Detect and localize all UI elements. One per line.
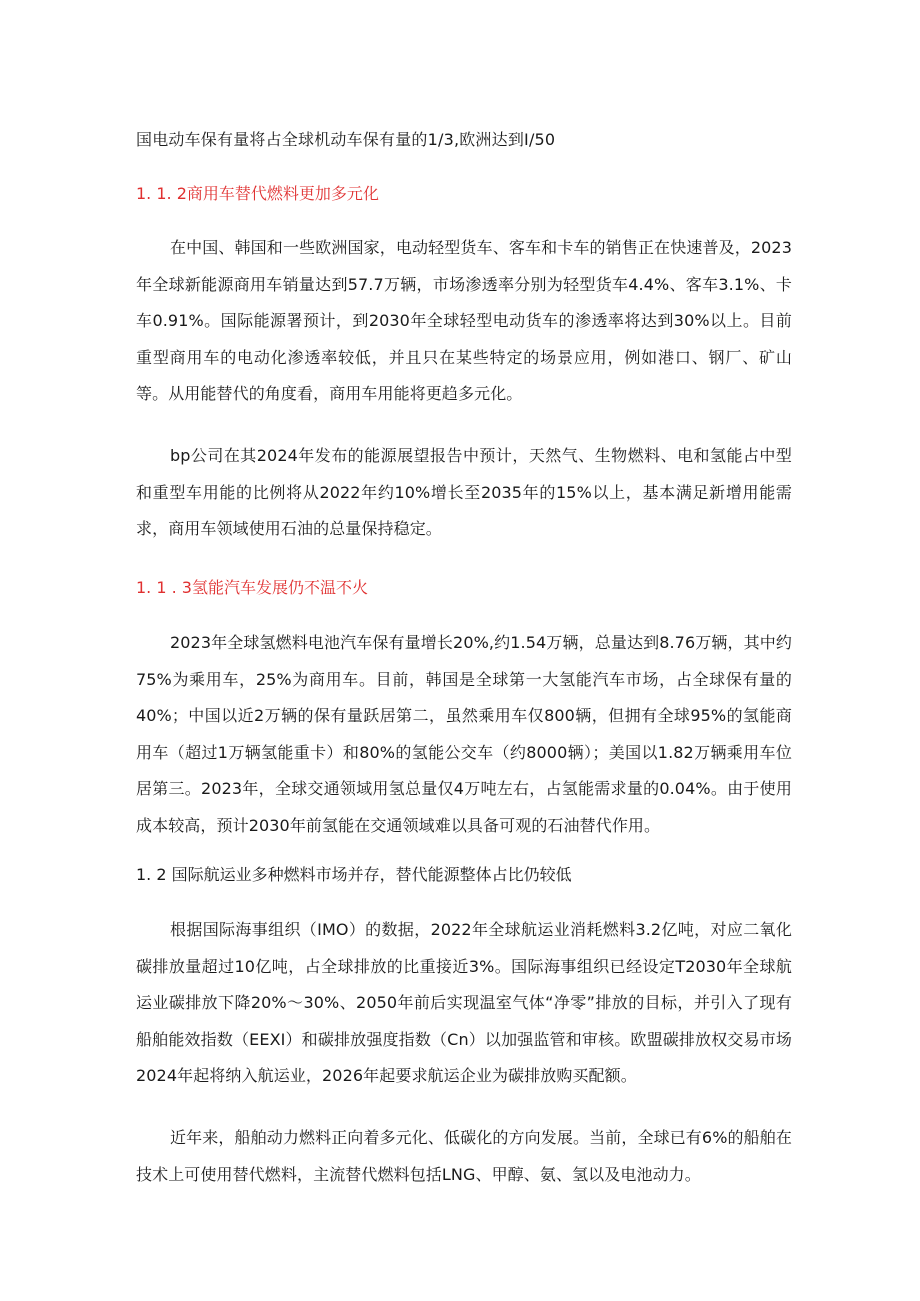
paragraph-hydrogen-vehicles: 2023年全球氢燃料电池汽车保有量增长20%,约1.54万辆，总量达到8.76万辆，其中约75%为乘用车，25%为商用车。目前，韩国是全球第一大氢能汽车市场，占全球保有量的40%；中国以近2万辆的保有量跃居第二，虽然乘用车仅800辆，但拥有全球95%的氢能商用车（超过1万辆氢能重卡）和80%的氢能公交车（约8000辆）；美国以1.82万辆乘用车位居第三。2023年，全球交通领域用氢总量仅4万吨左右，占氢能需求量的0.04%。由于使用成本较高，预计2030年前氢能在交通领域难以具备可观的石油替代作用。 bbox=[136, 633, 792, 835]
section-heading-1-2: 1. 2 国际航运业多种燃料市场并存，替代能源整体占比仍较低 bbox=[136, 865, 572, 884]
paragraph-commercial-vehicles: 在中国、韩国和一些欧洲国家，电动轻型货车、客车和卡车的销售正在快速普及，2023年全球新能源商用车销量达到57.7万辆，市场渗透率分别为轻型货车4.4%、客车3.1%、卡车0.91%。国际能源署预计，到2030年全球轻型电动货车的渗透率将达到30%以上。目前重型商用车的电动化渗透率较低，并且只在某些特定的场景应用，例如港口、钢厂、矿山等。从用能替代的角度看，商用车用能将更趋多元化。 bbox=[136, 238, 792, 403]
continuation-line: 国电动车保有量将占全球机动车保有量的1/3,欧洲达到Ι/50 bbox=[136, 130, 556, 149]
paragraph-bp-outlook: bp公司在其2024年发布的能源展望报告中预计，天然气、生物燃料、电和氢能占中型和重型车用能的比例将从2022年约10%增长至2035年的15%以上，基本满足新增用能需求，商用车领域使用石油的总量保持稳定。 bbox=[136, 446, 792, 538]
paragraph-imo-data: 根据国际海事组织（IMO）的数据，2022年全球航运业消耗燃料3.2亿吨，对应二氧化碳排放量超过10亿吨，占全球排放的比重接近3%。国际海事组织已经设定T2030年全球航运业碳排放下降20%〜30%、2050年前后实现温室气体“净零”排放的目标，并引入了现有船舶能效指数（EEXI）和碳排放强度指数（Cn）以加强监管和审核。欧盟碳排放权交易市场2024年起将纳入航运业，2026年起要求航运企业为碳排放购买配额。 bbox=[136, 920, 792, 1085]
section-heading-1-1-2: 1. 1. 2商用车替代燃料更加多元化 bbox=[136, 184, 379, 203]
section-heading-1-1-3: 1. 1 . 3氢能汽车发展仍不温不火 bbox=[136, 578, 368, 597]
paragraph-ship-fuels: 近年来，船舶动力燃料正向着多元化、低碳化的方向发展。当前，全球已有6%的船舶在技术上可使用替代燃料，主流替代燃料包括LNG、甲醇、氨、氢以及电池动力。 bbox=[136, 1128, 792, 1184]
